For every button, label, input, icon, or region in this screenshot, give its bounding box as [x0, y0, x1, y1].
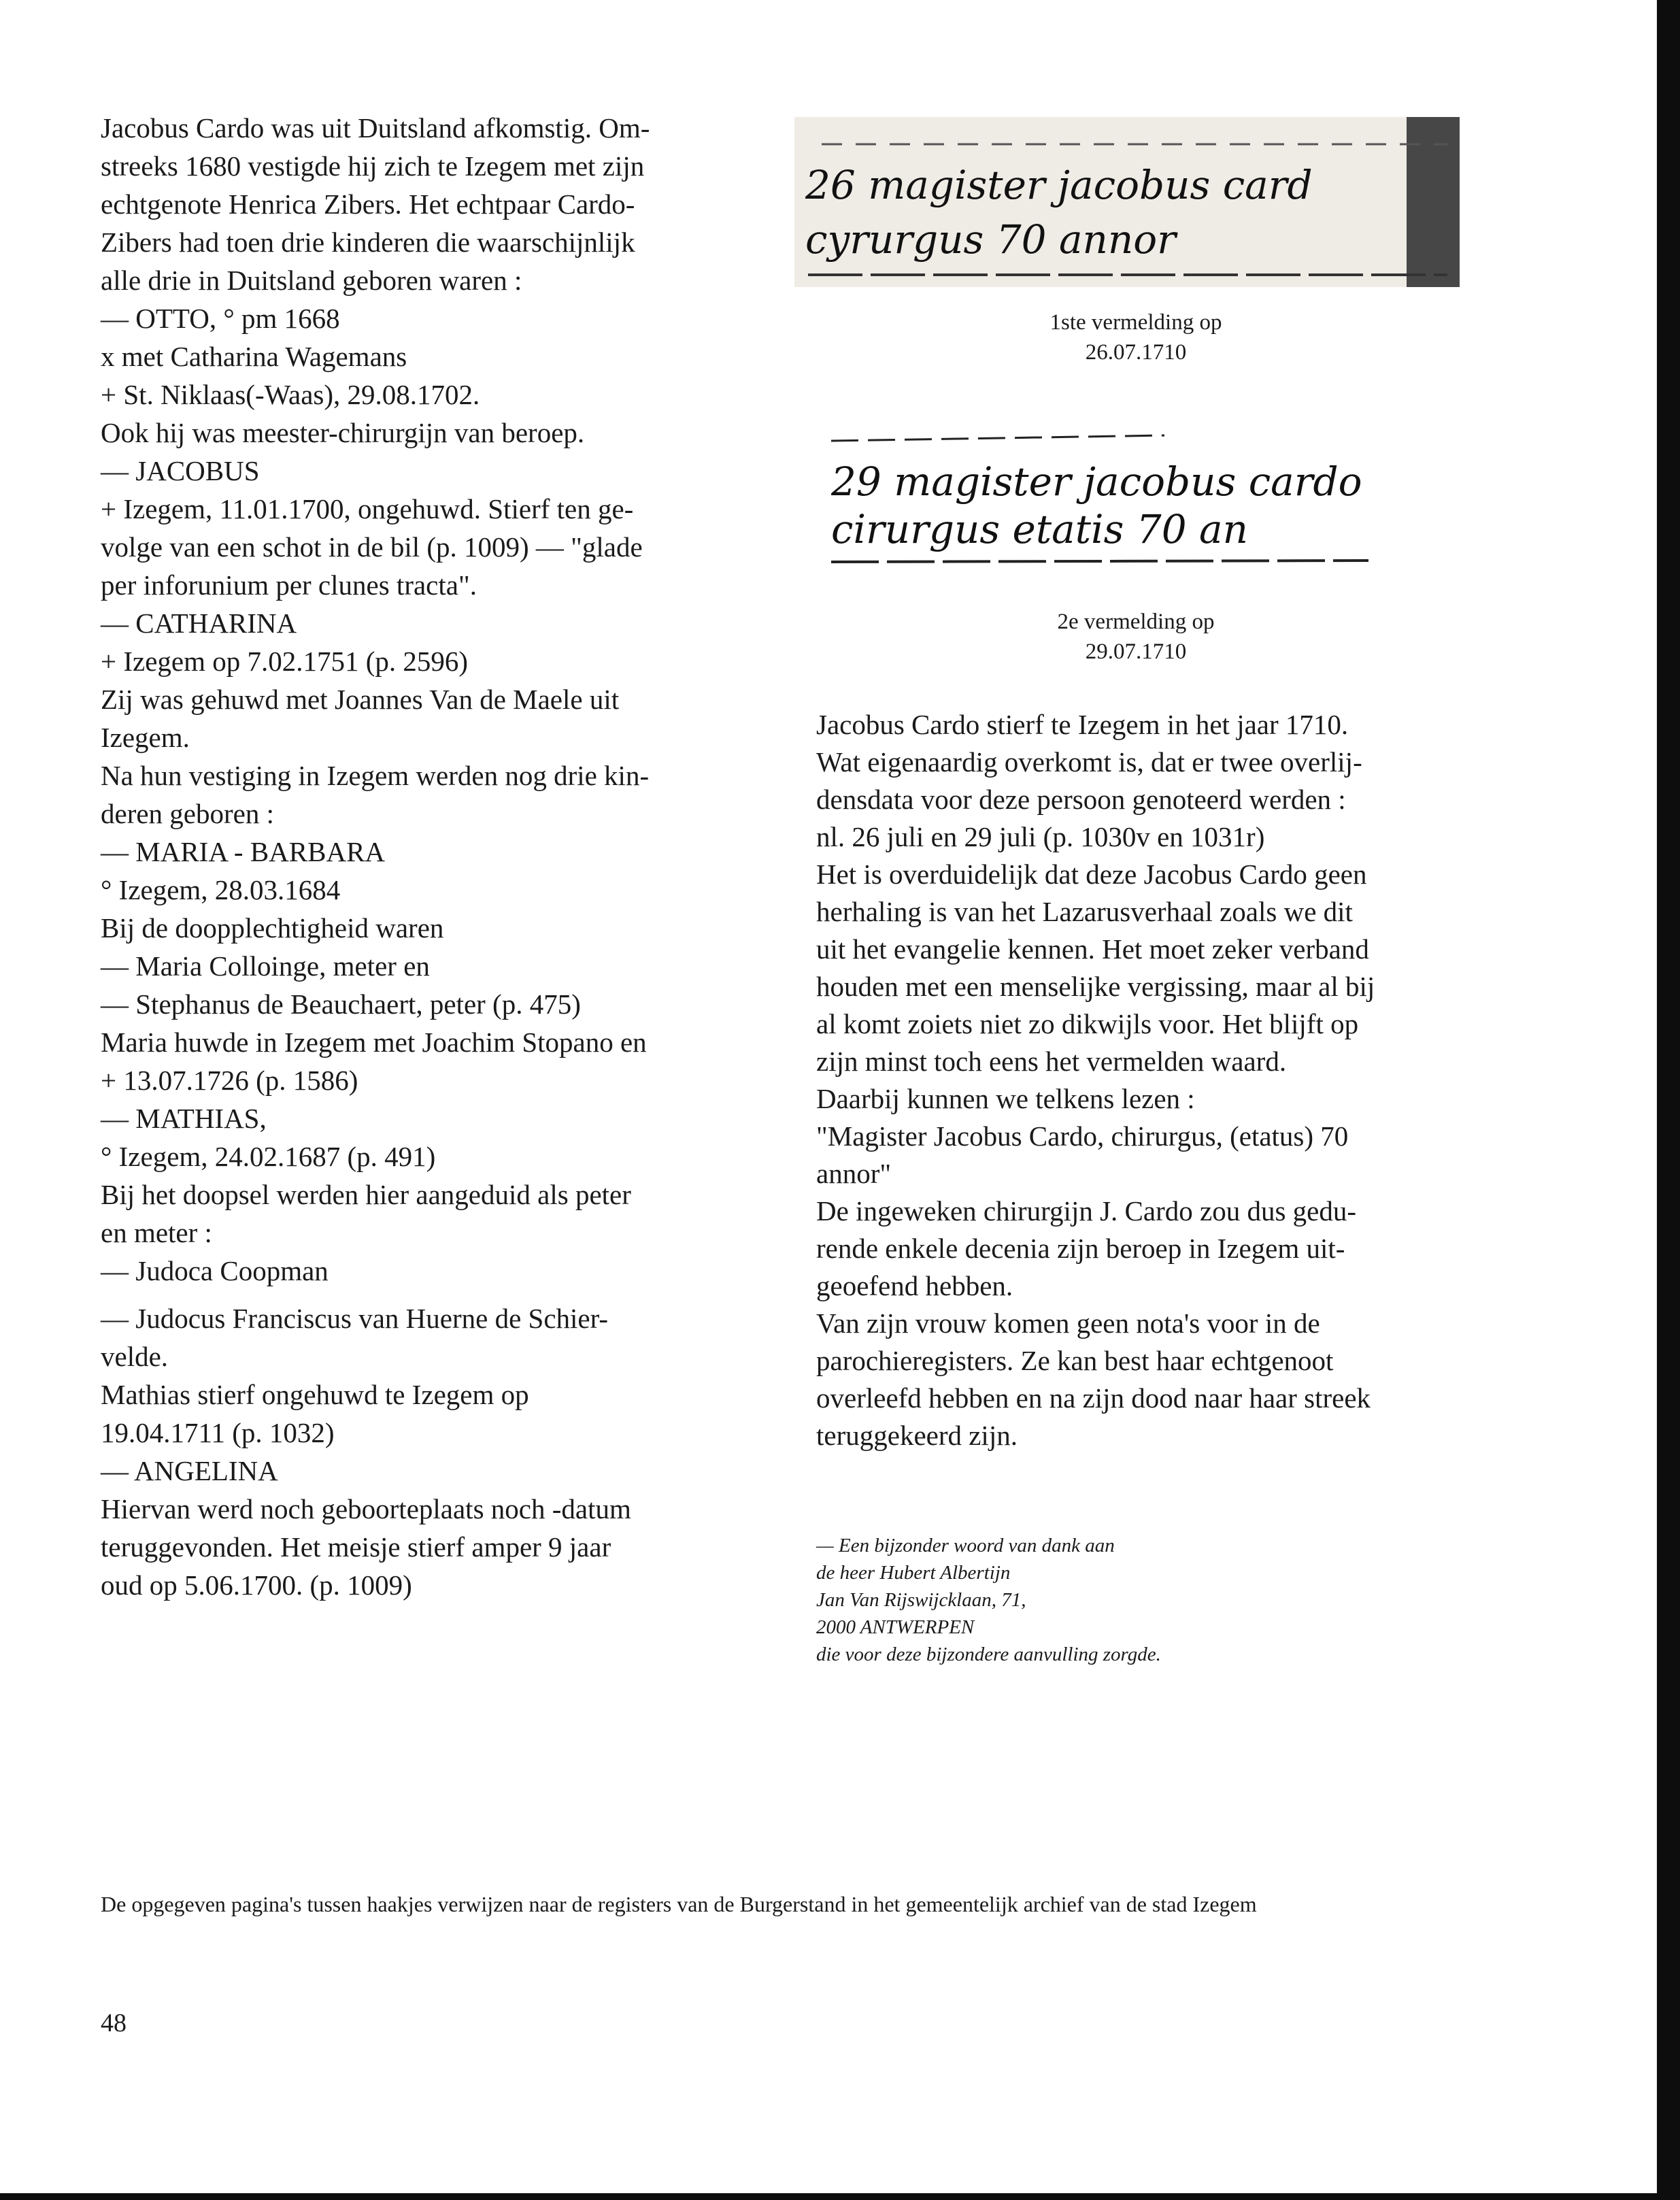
text-line: annor": [816, 1158, 892, 1189]
text-line: volge van een schot in de bil (p. 1009) — "glade: [101, 531, 643, 563]
text-line: Het is overduidelijk dat deze Jacobus Cardo geen: [816, 859, 1367, 890]
text-line: Zibers had toen drie kinderen die waarschijnlijk: [101, 227, 635, 258]
text-line: + St. Niklaas(-Waas), 29.08.1702.: [101, 379, 480, 410]
text-line: — Maria Colloinge, meter en: [101, 950, 430, 982]
text-line: — Judoca Coopman: [101, 1255, 329, 1286]
text-line: Na hun vestiging in Izegem werden nog drie kin-: [101, 760, 650, 791]
footnote: De opgegeven pagina's tussen haakjes verwijzen naar de registers van de Burgerstand in het gemeentelijk archief van de stad Izegem: [101, 1892, 1257, 1916]
right-column: [816, 706, 1500, 1454]
text-line: overleefd hebben en na zijn dood naar haar streek: [816, 1382, 1371, 1414]
text-line: en meter :: [101, 1217, 212, 1248]
text-line: parochieregisters. Ze kan best haar echtgenoot: [816, 1345, 1334, 1376]
scan-edge-right: [1657, 0, 1680, 2200]
text-line: rende enkele decenia zijn beroep in Izegem uit-: [816, 1233, 1345, 1264]
text-line: houden met een menselijke vergissing, maar al bij: [816, 971, 1375, 1002]
text-line: velde.: [101, 1341, 169, 1372]
caption-line: 26.07.1710: [1085, 340, 1187, 365]
acknowledgement-line: — Een bijzonder woord van dank aan: [816, 1535, 1115, 1556]
manuscript-excerpt-2: [824, 420, 1498, 584]
text-line: streeks 1680 vestigde hij zich te Izegem met zijn: [101, 150, 645, 182]
acknowledgement: [816, 1532, 1161, 1668]
manuscript-1-line-1: 26 magister jacobus card: [805, 162, 1313, 208]
text-line: + Izegem op 7.02.1751 (p. 2596): [101, 646, 469, 677]
text-line: deren geboren :: [101, 798, 274, 829]
page-number: 48: [101, 2009, 127, 2037]
text-line: Jacobus Cardo was uit Duitsland afkomstig. Om-: [101, 112, 650, 144]
text-line: — Judocus Franciscus van Huerne de Schier-: [101, 1303, 609, 1334]
text-line: teruggekeerd zijn.: [816, 1420, 1018, 1451]
text-line: Maria huwde in Izegem met Joachim Stopano en: [101, 1027, 647, 1058]
text-line: zijn minst toch eens het vermelden waard.: [816, 1046, 1287, 1077]
text-line: ° Izegem, 24.02.1687 (p. 491): [101, 1141, 436, 1172]
text-line: Jacobus Cardo stierf te Izegem in het jaar 1710.: [816, 709, 1349, 740]
text-line: — OTTO, ° pm 1668: [101, 303, 340, 334]
text-line: Wat eigenaardig overkomt is, dat er twee overlij-: [816, 746, 1362, 778]
text-line: Bij het doopsel werden hier aangeduid als peter: [101, 1179, 631, 1210]
text-line: geoefend hebben.: [816, 1270, 1013, 1301]
manuscript-excerpt-1: [794, 117, 1460, 287]
text-line: Hiervan werd noch geboorteplaats noch -datum: [101, 1493, 631, 1524]
text-line: Izegem.: [101, 722, 190, 753]
acknowledgement-line: de heer Hubert Albertijn: [816, 1562, 1011, 1584]
text-line: teruggevonden. Het meisje stierf amper 9 jaar: [101, 1531, 611, 1563]
text-line: — JACOBUS: [101, 455, 260, 486]
text-line: Daarbij kunnen we telkens lezen :: [816, 1083, 1195, 1114]
text-line: Van zijn vrouw komen geen nota's voor in de: [816, 1307, 1320, 1339]
text-line: nl. 26 juli en 29 juli (p. 1030v en 1031r): [816, 821, 1265, 852]
text-line: Bij de doopplechtigheid waren: [101, 912, 444, 944]
manuscript-2-line-1: 29 magister jacobus cardo: [831, 459, 1362, 505]
text-line: Ook hij was meester-chirurgijn van beroep.: [101, 417, 585, 448]
acknowledgement-line: 2000 ANTWERPEN: [816, 1616, 975, 1638]
acknowledgement-line: die voor deze bijzondere aanvulling zorgde.: [816, 1644, 1161, 1665]
manuscript-2-line-2: cirurgus etatis 70 an: [831, 506, 1248, 552]
caption-second-mention: [952, 607, 1320, 667]
text-line: + 13.07.1726 (p. 1586): [101, 1065, 358, 1096]
text-line: — Stephanus de Beauchaert, peter (p. 475): [101, 988, 581, 1020]
text-line: ° Izegem, 28.03.1684: [101, 874, 341, 905]
caption-first-mention: [952, 307, 1320, 367]
text-line: — MATHIAS,: [101, 1103, 267, 1134]
acknowledgement-line: Jan Van Rijswijcklaan, 71,: [816, 1589, 1026, 1611]
text-line: oud op 5.06.1700. (p. 1009): [101, 1569, 412, 1601]
text-line: "Magister Jacobus Cardo, chirurgus, (etatus) 70: [816, 1120, 1349, 1152]
text-line: uit het evangelie kennen. Het moet zeker verband: [816, 933, 1369, 965]
text-line: alle drie in Duitsland geboren waren :: [101, 265, 522, 296]
spacer: [101, 1290, 756, 1299]
text-line: echtgenote Henrica Zibers. Het echtpaar Cardo-: [101, 188, 635, 220]
caption-line: 2e vermelding op: [1057, 610, 1215, 634]
manuscript-2-image: [824, 420, 1498, 584]
text-line: — CATHARINA: [101, 607, 297, 639]
caption-line: 29.07.1710: [1085, 639, 1187, 664]
text-line: De ingeweken chirurgijn J. Cardo zou dus gedu-: [816, 1195, 1356, 1227]
text-line: herhaling is van het Lazarusverhaal zoals we dit: [816, 896, 1353, 927]
text-line: Mathias stierf ongehuwd te Izegem op: [101, 1379, 529, 1410]
text-line: Zij was gehuwd met Joannes Van de Maele uit: [101, 684, 620, 715]
scan-edge-bottom: [0, 2193, 1680, 2200]
text-line: al komt zoiets niet zo dikwijls voor. Het blijft op: [816, 1008, 1359, 1039]
caption-line: 1ste vermelding op: [1049, 310, 1222, 335]
text-line: densdata voor deze persoon genoteerd werden :: [816, 784, 1346, 815]
text-line: x met Catharina Wagemans: [101, 341, 407, 372]
text-line: per inforunium per clunes tracta".: [101, 569, 477, 601]
text-line: — MARIA - BARBARA: [101, 836, 386, 867]
text-line: 19.04.1711 (p. 1032): [101, 1417, 335, 1448]
manuscript-1-image: [794, 117, 1460, 287]
manuscript-1-line-2: cyrurgus 70 annor: [805, 216, 1176, 263]
text-line: + Izegem, 11.01.1700, ongehuwd. Stierf ten ge-: [101, 493, 634, 524]
left-column: [101, 109, 756, 1604]
text-line: — ANGELINA: [101, 1455, 278, 1486]
